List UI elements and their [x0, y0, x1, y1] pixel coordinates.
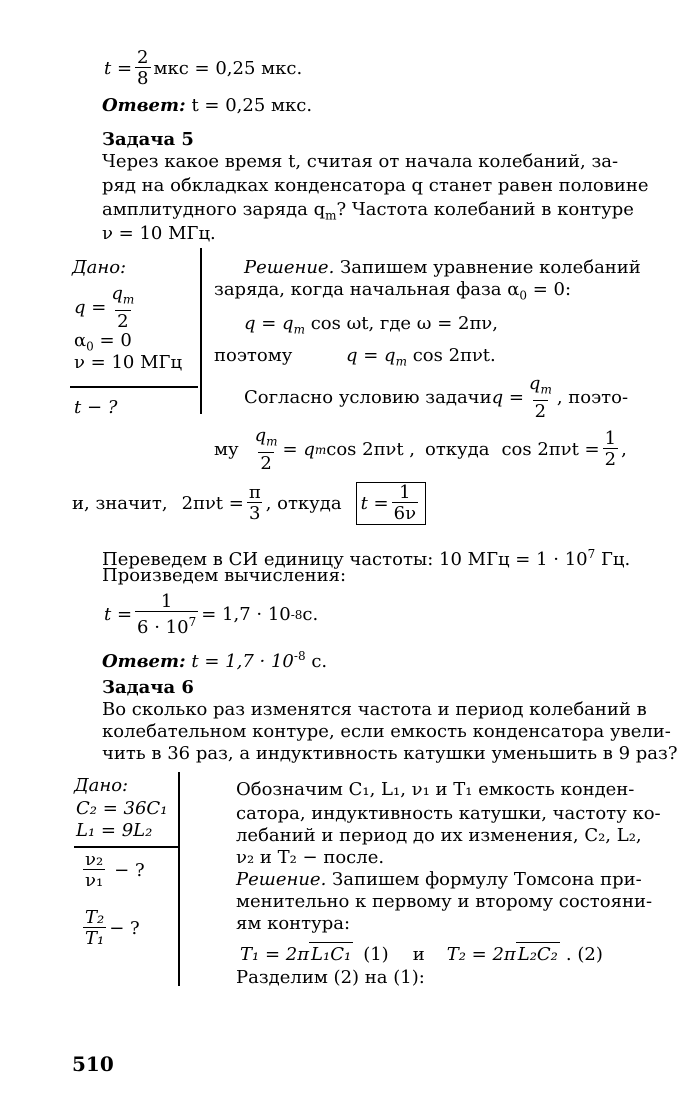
task5-poetomu: поэтому [214, 345, 293, 366]
task6-find-nu: $\frac{\text{ν₂}}{\text{ν₁}}$ − ? [85, 849, 145, 891]
task5-given-q-num: $q_m$ [111, 283, 135, 307]
task6-title: Задача 6 [102, 677, 194, 698]
task5-calc-frac: $\frac{1}{6 \cdot 10^7}$ [137, 591, 197, 638]
task5-given-divider [200, 248, 202, 414]
task6-given-c2: C₂ = 36C₁ [76, 798, 168, 819]
task5-si-line: Переведем в СИ единицу частоты: 10 МГц = $1 \cdot 10^7$ Гц. [102, 547, 631, 570]
task5-sol-line-1: Решение. Запишем уравнение колебаний [244, 257, 641, 278]
task6-divide: Разделим (2) на (1): [236, 967, 425, 988]
task5-line-3-tail: ? Частота колебаний в контуре [336, 199, 634, 220]
task6-p6: менительно к первому и второму состояни- [236, 891, 653, 912]
task5-mu-frac: $\frac{q_m}{2}$ [254, 425, 278, 474]
task5-title: Задача 5 [102, 129, 194, 150]
task6-given-l1: L₁ = 9L₂ [76, 820, 153, 841]
task5-given-q-frac [109, 284, 136, 332]
task6-p1: Обозначим C₁, L₁, ν₁ и T₁ емкость конден- [236, 779, 635, 800]
task5-find: t − ? [74, 397, 118, 418]
top-frac-den: 8 [137, 68, 149, 89]
task6-sqrt-1: L₁C₁ [311, 944, 352, 965]
task6-find-t: $\frac{\text{T₂}}{\text{T₁}}$ − ? [85, 907, 140, 949]
task5-given-underline [70, 386, 198, 388]
task5-cond-frac: $\frac{q_m}{2}$ [528, 373, 552, 422]
top-t-eq: t = [104, 57, 133, 79]
task6-p3: лебаний и период до их изменения, C₂, L₂, [236, 825, 642, 846]
task5-line-1: Через какое время t, считая от начала колебаний, за- [102, 151, 619, 172]
task6-p5: Решение. Запишем формулу Томсона при- [236, 869, 642, 890]
top-frac-num: 2 [137, 47, 149, 68]
task5-line-2: ряд на обкладках конденсатора q станет равен половине [102, 175, 649, 196]
top-answer [102, 94, 312, 118]
task6-given-underline [74, 846, 178, 848]
task5-cos-frac: $\frac{1}{2}$ [604, 428, 617, 471]
task5-line-3-head: амплитудного заряда q [102, 199, 326, 220]
task5-line-3-sub: m [325, 208, 337, 223]
task5-result-box: t = $\frac{1}{6\nu}$ [356, 482, 426, 525]
top-t-rest: мкс = 0,25 мкс. [153, 57, 303, 79]
task5-given-label: Дано: [72, 257, 127, 278]
task6-line-1: Во сколько раз изменятся частота и период колебаний в [102, 699, 647, 720]
task6-p4: ν₂ и T₂ − после. [236, 847, 385, 868]
top-fraction [135, 48, 150, 89]
task6-line-3: чить в 36 раз, а индуктивность катушки уменьшить в 9 раз? [102, 743, 677, 764]
task5-pi-frac: $\frac{\pi}{3}$ [248, 482, 261, 524]
task5-eq-2: $q = q_m$ cos 2πνt. [346, 345, 496, 369]
task5-given-alpha: $\alpha_0 = 0$ [74, 330, 132, 354]
top-answer-label: Ответ: [102, 95, 186, 116]
task6-p2: сатора, индуктивность катушки, частоту ко- [236, 803, 661, 824]
task5-sol-line-2: заряда, когда начальная фаза $\alpha_0 = 0$: [214, 279, 572, 303]
task5-given-q-eq: q = [74, 296, 107, 318]
task5-mu-line: му $\frac{q_m}{2}$ = q m cos 2πνt , откуда cos 2πνt = $\frac{1}{2}$ , [214, 425, 627, 474]
task6-thomson-eq: T₁ = 2π L₁C₁ (1) и T₂ = 2π L₂C₂ . (2) [240, 943, 603, 965]
task5-sol-word: Решение. [244, 257, 335, 278]
page-number: 510 [72, 1052, 114, 1076]
task6-line-2: колебательном контуре, если емкость конденсатора увели- [102, 721, 671, 742]
task5-given-q-den: 2 [117, 310, 129, 332]
task5-given-nu: ν = 10 МГц [74, 352, 183, 373]
task5-answer: Ответ: $t = 1,7 \cdot 10^{-8}$ с. [102, 649, 328, 672]
task5-given-q [74, 284, 139, 332]
task6-given-divider [178, 772, 180, 986]
task6-p7: ям контура: [236, 913, 351, 934]
task5-condition: Согласно условию задачи q = $\frac{q_m}{2}$ , поэто- [244, 373, 629, 422]
task5-eq-1: $q = q_m$ cos ωt, где ω = 2πν, [244, 313, 498, 337]
task5-calc-eq: t = $\frac{1}{6 \cdot 10^7}$ = 1,7 · 10 -8 с. [104, 591, 319, 638]
task6-given-label: Дано: [74, 775, 129, 796]
top-answer-value: t = 0,25 мкс. [191, 95, 313, 116]
task5-znachit-line: и, значит, 2πνt = $\frac{\pi}{3}$ , откуда t = $\frac{1}{6\nu}$ [72, 482, 426, 525]
task6-sqrt-2: L₂C₂ [517, 944, 558, 965]
task5-calc-line: Произведем вычисления: [102, 565, 347, 586]
task5-line-4: ν = 10 МГц. [102, 223, 216, 244]
top-equation [104, 48, 302, 89]
